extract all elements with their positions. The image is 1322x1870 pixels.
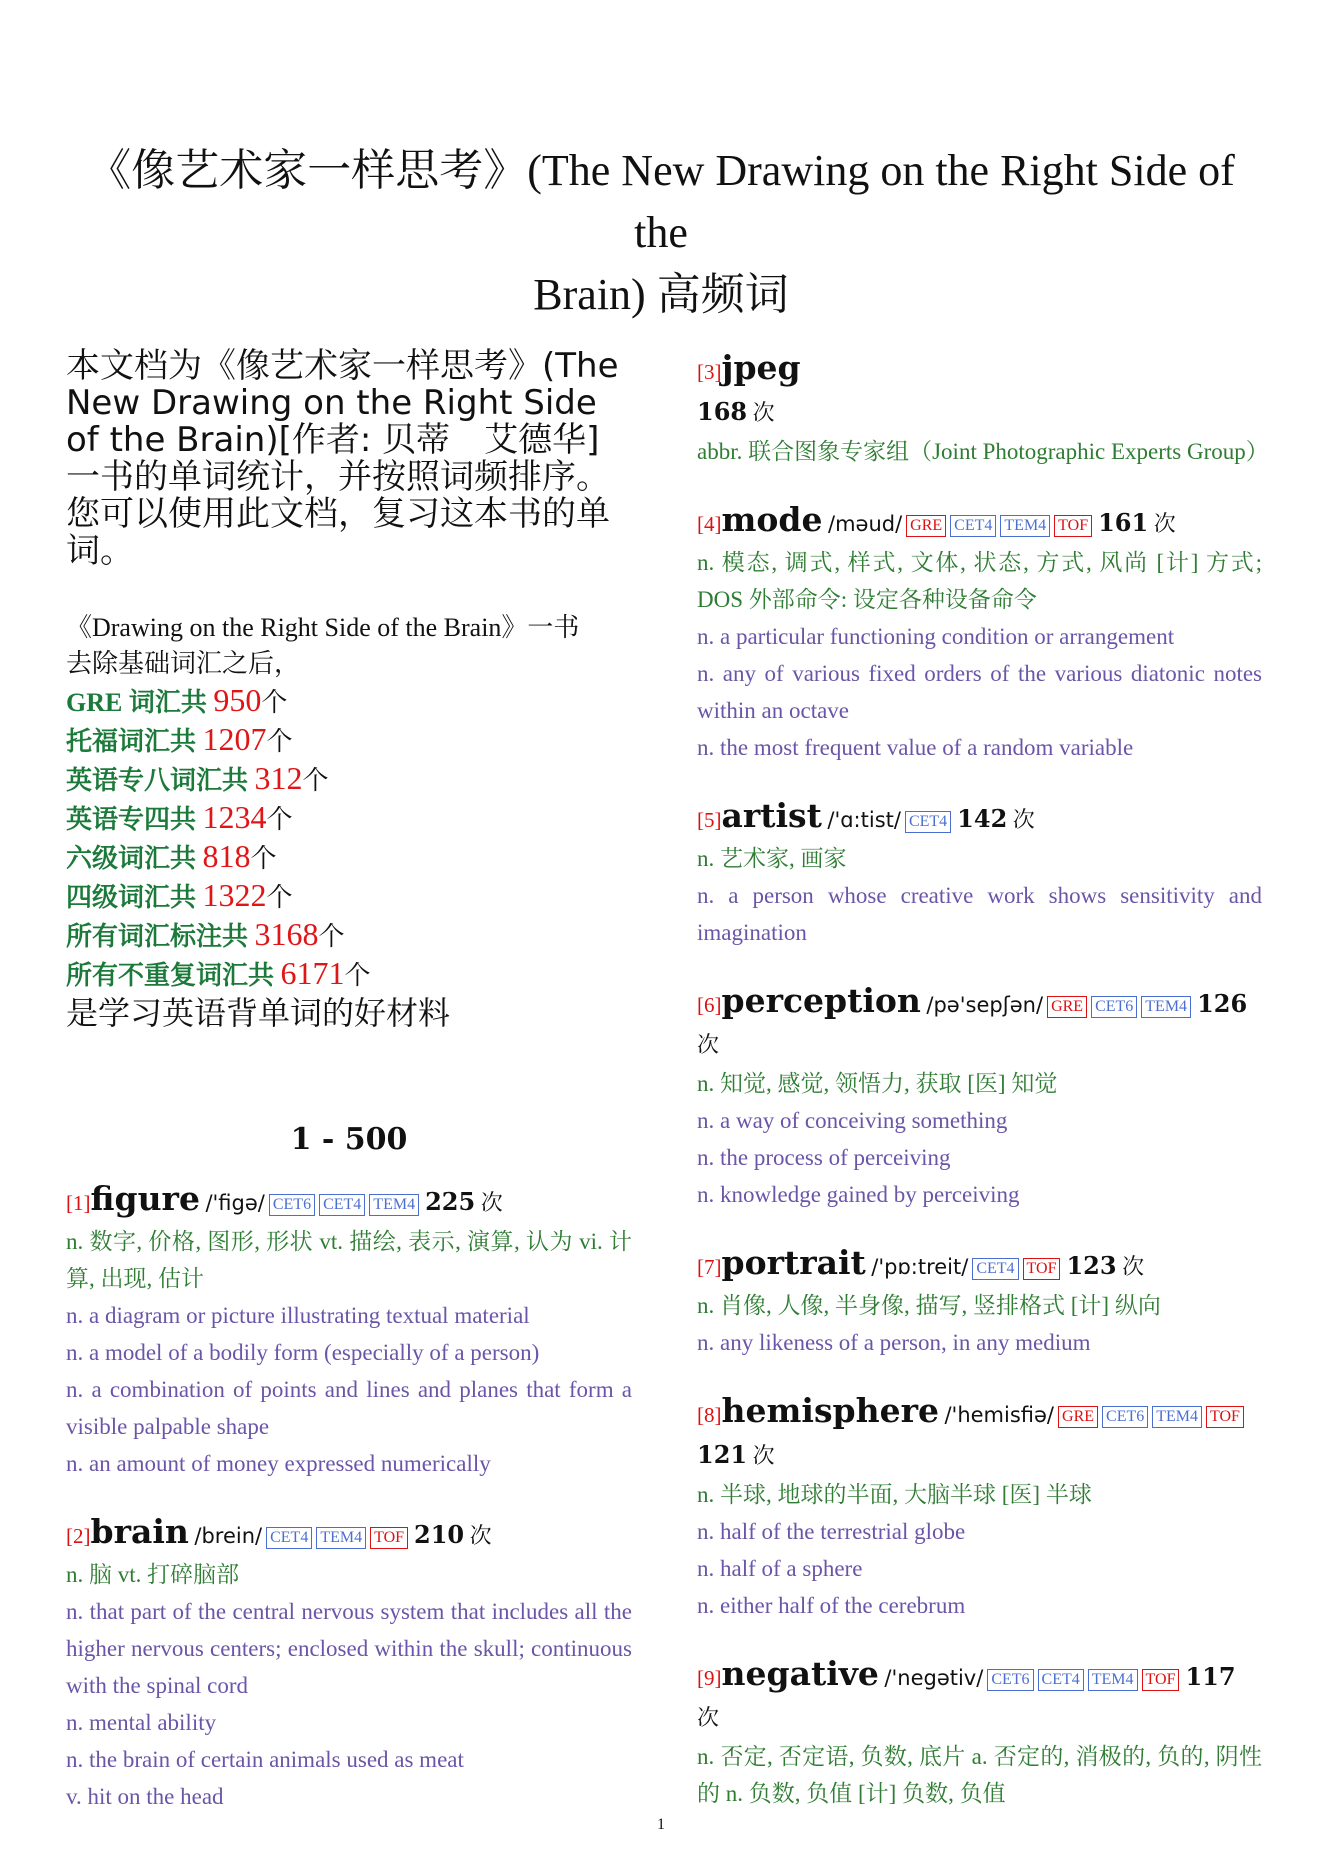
intro-paragraph [66, 348, 632, 570]
stat-number: 950 [213, 682, 262, 718]
exam-tag: TOF [1142, 1669, 1180, 1691]
entry-list-right [697, 348, 1269, 1812]
stat-unit: 个 [266, 883, 293, 912]
definition: n. 否定, 否定语, 负数, 底片 a. 否定的, 消极的, 负的, 阴性的 n. 负数, 负值 [计] 负数, 负值 [697, 1744, 1262, 1806]
entry-head [697, 1243, 1262, 1287]
frequency-unit: 次 [480, 1190, 503, 1215]
definition: n. a diagram or picture illustrating textual material [66, 1303, 530, 1328]
stat-number: 1207 [202, 721, 267, 757]
exam-tag: GRE [906, 515, 946, 537]
definition: n. a particular functioning condition or arrangement [697, 624, 1175, 649]
definition: n. mental ability [66, 1710, 217, 1735]
frequency-count: 142 [957, 804, 1008, 833]
exam-tag: CET6 [1102, 1406, 1148, 1428]
word-entry [697, 1391, 1262, 1624]
frequency-count: 161 [1098, 508, 1149, 537]
exam-tag: CET4 [972, 1258, 1018, 1280]
stat-unit: 个 [302, 766, 329, 795]
headword: perception [721, 981, 921, 1020]
definition: n. 肖像, 人像, 半身像, 描写, 竖排格式 [计] 纵向 [697, 1293, 1161, 1318]
stat-line [66, 838, 632, 877]
exam-tag: TOF [1054, 515, 1092, 537]
definition: n. 艺术家, 画家 [697, 846, 847, 871]
left-column [66, 348, 632, 1845]
definition: n. 模态, 调式, 样式, 文体, 状态, 方式, 风尚 [计] 方式; DOS 外部命令: 设定各种设备命令 [697, 550, 1262, 612]
definition: n. a way of conceiving something [697, 1108, 1008, 1133]
word-entry [697, 796, 1262, 951]
exam-tag: TEM4 [316, 1527, 366, 1549]
definition: n. 知觉, 感觉, 领悟力, 获取 [医] 知觉 [697, 1071, 1058, 1096]
stat-label: 英语专八词汇共 [66, 766, 255, 795]
word-entry [697, 981, 1262, 1213]
entry-index: [9] [697, 1666, 722, 1690]
stat-unit: 个 [266, 727, 293, 756]
stat-label: 托福词汇共 [66, 727, 203, 756]
stat-line [66, 799, 632, 838]
stat-label: 四级词汇共 [66, 883, 203, 912]
frequency-unit: 次 [1153, 511, 1176, 536]
frequency-count: 123 [1066, 1251, 1117, 1280]
headword: negative [721, 1654, 879, 1693]
exam-tag: TOF [1206, 1406, 1244, 1428]
stat-line [66, 955, 632, 994]
headword: figure [90, 1179, 200, 1218]
exam-tag: CET4 [1038, 1669, 1084, 1691]
stat-label: 所有词汇标注共 [66, 922, 255, 951]
entry-head [697, 500, 1262, 544]
frequency-unit: 次 [752, 400, 775, 425]
entry-index: [4] [697, 512, 722, 536]
page-number: 1 [657, 1816, 665, 1833]
word-entry [697, 348, 1269, 470]
stat-unit: 个 [344, 961, 371, 990]
entry-head [697, 796, 1262, 840]
entry-list-left [66, 1179, 632, 1815]
word-entry [697, 1654, 1262, 1812]
stats-block [66, 610, 632, 1032]
stat-label: 六级词汇共 [66, 844, 203, 873]
definition: n. a model of a bodily form (especially of a person) [66, 1340, 540, 1365]
frequency-count: 168 [697, 397, 748, 426]
stat-line [66, 916, 632, 955]
pronunciation: /pə'sepʃən/ [926, 993, 1044, 1017]
pronunciation: /brein/ [194, 1524, 263, 1548]
stat-unit: 个 [266, 805, 293, 834]
exam-tag: TEM4 [1152, 1406, 1202, 1428]
stat-number: 1234 [202, 799, 267, 835]
entry-index: [3] [697, 360, 722, 384]
headword: mode [721, 500, 823, 539]
title-line-1: 《像艺术家一样思考》(The New Drawing on the Right Side of the [87, 146, 1235, 257]
definition: n. half of a sphere [697, 1556, 863, 1581]
exam-tag: GRE [1047, 996, 1087, 1018]
stat-number: 3168 [254, 916, 319, 952]
entry-head [697, 981, 1262, 1065]
headword: portrait [721, 1243, 866, 1282]
entry-head [697, 348, 1262, 433]
exam-tag: TOF [370, 1527, 408, 1549]
entry-index: [5] [697, 808, 722, 832]
definition: n. half of the terrestrial globe [697, 1519, 966, 1544]
definition: n. 脑 vt. 打碎脑部 [66, 1562, 240, 1587]
frequency-count: 121 [697, 1440, 748, 1469]
entry-head [697, 1654, 1262, 1738]
stats-list [66, 682, 632, 994]
right-column [697, 348, 1269, 1842]
definition: n. 数字, 价格, 图形, 形状 vt. 描绘, 表示, 演算, 认为 vi. 计算, 出现, 估计 [66, 1229, 632, 1291]
definition: n. a person whose creative work shows sensitivity and imagination [697, 883, 1262, 945]
definition: n. a combination of points and lines and planes that form a visible palpable shape [66, 1377, 632, 1439]
headword: artist [721, 796, 822, 835]
exam-tag: TEM4 [1000, 515, 1050, 537]
entry-index: [2] [66, 1524, 91, 1548]
exam-tag: CET4 [266, 1527, 312, 1549]
stat-label: GRE 词汇共 [66, 688, 214, 717]
word-entry [697, 500, 1262, 766]
entry-index: [1] [66, 1191, 91, 1215]
stat-line [66, 682, 632, 721]
stat-line [66, 721, 632, 760]
frequency-unit: 次 [469, 1523, 492, 1548]
word-entry [697, 1243, 1262, 1361]
entry-index: [6] [697, 993, 722, 1017]
pronunciation: /'figə/ [205, 1191, 265, 1215]
frequency-unit: 次 [697, 1032, 720, 1057]
entry-head [66, 1179, 632, 1223]
stat-unit: 个 [318, 922, 345, 951]
stat-line [66, 877, 632, 916]
exam-tag: CET4 [319, 1194, 365, 1216]
stat-number: 818 [202, 838, 251, 874]
exam-tag: TEM4 [1088, 1669, 1138, 1691]
intro-text-1: 本文档为《像艺术家一样思考》(The New Drawing on the Right Side of the Brain)[作者: 贝蒂 艾德华] 一书的单词统计，并按照词频排序。 [66, 346, 619, 497]
exam-tag: TEM4 [369, 1194, 419, 1216]
frequency-unit: 次 [1122, 1254, 1145, 1279]
pronunciation: /məud/ [828, 512, 903, 536]
intro-text-2: 您可以使用此文档，复习这本书的单词。 [66, 494, 610, 571]
definition: n. an amount of money expressed numerically [66, 1451, 491, 1476]
headword: brain [90, 1512, 189, 1551]
pronunciation: /'pɒ:treit/ [871, 1255, 969, 1279]
stat-unit: 个 [261, 688, 288, 717]
stat-number: 6171 [280, 955, 345, 991]
word-entry [66, 1512, 632, 1815]
headword: hemisphere [721, 1391, 939, 1430]
word-entry [66, 1179, 632, 1482]
stats-intro-line-1: 《Drawing on the Right Side of the Brain》一书 [66, 613, 580, 642]
exam-tag: CET4 [950, 515, 996, 537]
stat-unit: 个 [250, 844, 277, 873]
stats-intro-line-2: 去除基础词汇之后， [66, 649, 301, 678]
headword: jpeg [721, 348, 801, 387]
entry-head [66, 1512, 632, 1556]
entry-index: [7] [697, 1255, 722, 1279]
definition: n. either half of the cerebrum [697, 1593, 966, 1618]
definition: n. any likeness of a person, in any medium [697, 1330, 1091, 1355]
frequency-count: 225 [425, 1187, 476, 1216]
document-title [60, 140, 1262, 326]
entry-head [697, 1391, 1262, 1476]
frequency-unit: 次 [1012, 807, 1035, 832]
definition: v. hit on the head [66, 1784, 224, 1809]
definition: n. any of various fixed orders of the various diatonic notes within an octave [697, 661, 1262, 723]
frequency-unit: 次 [697, 1705, 720, 1730]
definition: n. the most frequent value of a random variable [697, 735, 1134, 760]
range-heading: 1 - 500 [290, 1122, 408, 1157]
exam-tag: TEM4 [1141, 996, 1191, 1018]
pronunciation: /'hemisfiə/ [944, 1403, 1055, 1427]
stat-number: 1322 [202, 877, 267, 913]
pronunciation: /'ɑ:tist/ [827, 808, 901, 832]
pronunciation: /'negətiv/ [884, 1666, 984, 1690]
frequency-unit: 次 [752, 1443, 775, 1468]
exam-tag: TOF [1023, 1258, 1061, 1280]
exam-tag: CET6 [1091, 996, 1137, 1018]
entry-index: [8] [697, 1403, 722, 1427]
exam-tag: CET6 [987, 1669, 1033, 1691]
exam-tag: GRE [1058, 1406, 1098, 1428]
title-line-2: Brain) 高频词 [533, 270, 789, 319]
definition: n. the brain of certain animals used as meat [66, 1747, 464, 1772]
frequency-count: 126 [1197, 989, 1248, 1018]
frequency-count: 210 [414, 1520, 465, 1549]
exam-tag: CET6 [269, 1194, 315, 1216]
stat-number: 312 [254, 760, 303, 796]
definition: n. 半球, 地球的半面, 大脑半球 [医] 半球 [697, 1482, 1092, 1507]
definition: n. knowledge gained by perceiving [697, 1182, 1020, 1207]
definition: n. the process of perceiving [697, 1145, 951, 1170]
stat-label: 英语专四共 [66, 805, 203, 834]
exam-tag: CET4 [905, 811, 951, 833]
stat-line [66, 760, 632, 799]
stat-label: 所有不重复词汇共 [66, 961, 281, 990]
definition: abbr. 联合图象专家组（Joint Photographic Experts Group） [697, 439, 1269, 464]
definition: n. that part of the central nervous system that includes all the higher nervous centers; enclosed within the skull; continuous with the spinal cord [66, 1599, 632, 1698]
frequency-count: 117 [1185, 1662, 1236, 1691]
stats-closing: 是学习英语背单词的好材料 [66, 994, 451, 1032]
